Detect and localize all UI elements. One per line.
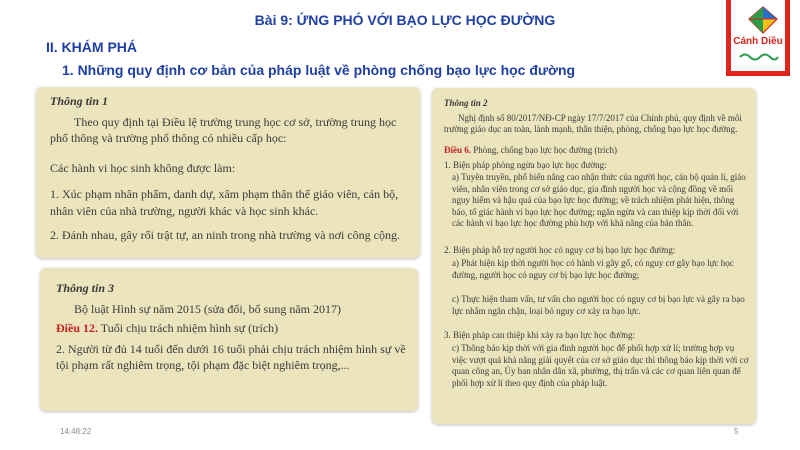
- page-number: 5: [734, 427, 739, 436]
- footer-timestamp: 14:48:22: [60, 427, 92, 436]
- article-heading: [56, 320, 406, 336]
- logo-text: Cánh Diều: [733, 36, 783, 47]
- card-title: Thông tin 1: [50, 94, 109, 108]
- article-label: Điều 12.: [56, 321, 98, 335]
- article-text: Phòng, chống bạo lực học đường (trích): [471, 145, 617, 155]
- list-item: c) Thực hiện tham vấn, tư vấn cho người học có nguy cơ bị bạo lực và gây ra bạo lực nhằm ngăn chặn, loại bỏ nguy cơ xảy ra bạo lực.: [452, 294, 745, 316]
- list-item: 2. Đánh nhau, gây rối trật tự, an ninh trong nhà trường và nơi công cộng.: [50, 228, 400, 242]
- list-item: 2. Người từ đủ 14 tuổi đến dưới 16 tuổi phải chịu trách nhiệm hình sự về tội phạm rất nghiêm trọng, tội phạm đặc biệt nghiêm trọng,...: [56, 342, 406, 372]
- list-item: a) Phát hiện kịp thời người học có hành vi gây gổ, có nguy cơ gây bạo lực học đường, người học có nguy cơ bị bạo lực học đường;: [452, 258, 734, 280]
- card-title: Thông tin 2: [444, 98, 488, 108]
- slide-title: Bài 9: ỨNG PHÓ VỚI BẠO LỰC HỌC ĐƯỜNG: [254, 12, 556, 28]
- card-title: Thông tin 3: [56, 281, 115, 295]
- kite-icon: [747, 6, 779, 36]
- list-item: 1. Xúc phạm nhân phẩm, danh dự, xâm phạm thân thể giáo viên, cán bộ, nhân viên của nhà trường, người khác và học sinh khác.: [50, 187, 399, 218]
- article-heading: [444, 145, 750, 156]
- article-label: Điều 6.: [444, 145, 471, 155]
- card-paragraph: Theo quy định tại Điều lệ trường trung học cơ sở, trường trung học phổ thông và trường phổ thông có nhiều cấp học:: [50, 115, 397, 145]
- section-heading: II. KHÁM PHÁ: [46, 39, 137, 55]
- info-card-1: [36, 87, 420, 258]
- publisher-logo: [726, 0, 790, 76]
- list-item: c) Thông báo kịp thời với gia đình người học để phối hợp xử lí; trường hợp vụ việc vượt quá khả năng giải quyết của cơ sở giáo dục thì thông báo kịp thời với cơ quan công an, Ủy ban nhân dân xã, phường, thị trấn và các cơ quan liên quan để phối hợp xử lí theo quy định của pháp luật.: [452, 343, 749, 388]
- law-name: Bộ luật Hình sự năm 2015 (sửa đổi, bổ sung năm 2017): [74, 302, 341, 316]
- card-paragraph: Nghị định số 80/2017/NĐ-CP ngày 17/7/2017 của Chính phủ, quy định về môi trường giáo dục an toàn, lành mạnh, thân thiện, phòng, chống bạo lực học đường.: [444, 113, 742, 134]
- list-item: a) Tuyên truyền, phổ biến nâng cao nhận thức của người học, cán bộ quản lí, giáo viên, nhân viên trong cơ sở giáo dục, gia đình người học và cộng đồng về mối nguy hiểm và hậu quả của bạo lực học đường; về trách nhiệm phát hiện, thông báo, tố giác hành vi bạo lực học đường; ngăn ngừa và can thiệp kịp thời đối với các hành vi bạo lực học đường phù hợp với khả năng của bản thân.: [452, 172, 746, 228]
- wave-icon: [739, 52, 779, 62]
- article-text: Tuổi chịu trách nhiệm hình sự (trích): [98, 321, 279, 335]
- list-heading: 2. Biện pháp hỗ trợ người học có nguy cơ bị bạo lực học đường:: [444, 245, 676, 255]
- sub-heading: 1. Những quy định cơ bản của pháp luật về phòng chống bạo lực học đường: [62, 62, 576, 78]
- list-heading: 1. Biện pháp phòng ngừa bạo lực học đường:: [444, 160, 607, 170]
- list-heading: 3. Biện pháp can thiệp khi xảy ra bạo lực học đường:: [444, 330, 635, 340]
- info-card-3: [40, 268, 418, 411]
- card-paragraph: Các hành vi học sinh không được làm:: [50, 161, 236, 175]
- info-card-2: [432, 88, 756, 424]
